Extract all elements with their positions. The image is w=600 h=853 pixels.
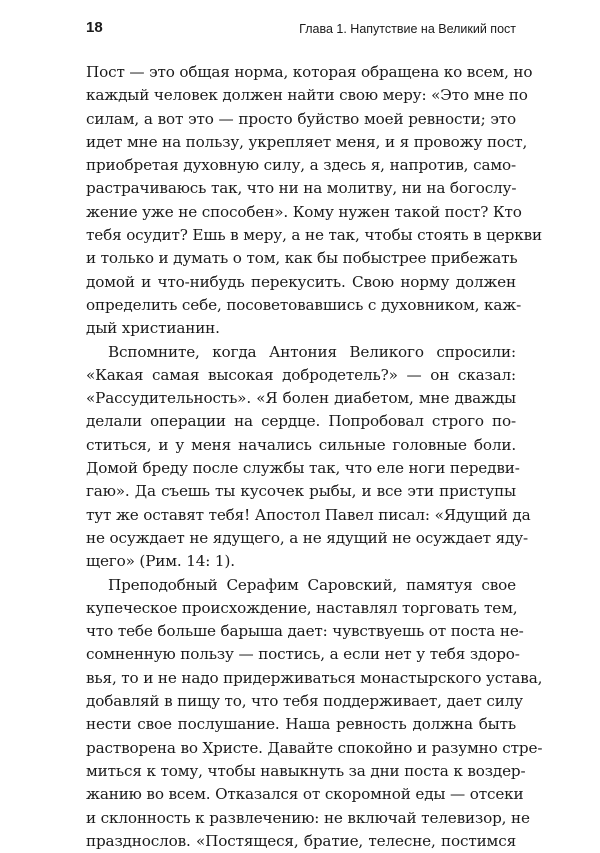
text-line: что тебе больше барыша дает: чувствуешь от поста не- xyxy=(86,622,524,641)
text-line: «Какая самая высокая добродетель?» — он сказал: xyxy=(86,365,516,384)
text-line: празднослов. «Постящеся, братие, телесне, постимся xyxy=(86,831,516,850)
text-line: домой и что-нибудь перекусить. Свою норму должен xyxy=(86,272,516,291)
paragraph xyxy=(86,574,543,853)
text-line: «Рассудительность». «Я болен диабетом, мне дважды xyxy=(86,389,516,408)
text-line: купеческое происхождение, наставлял торговать тем, xyxy=(86,598,518,617)
running-header xyxy=(86,18,516,40)
text-line: жанию во всем. Отказался от скоромной еды — отсеки xyxy=(86,785,524,804)
text-line: и только и думать о том, как бы побыстрее прибежать xyxy=(86,249,518,268)
text-line: Преподобный Серафим Саровский, памятуя свое xyxy=(108,575,516,594)
page-number: 18 xyxy=(86,19,103,36)
text-line: делали операции на сердце. Попробовал строго по- xyxy=(86,412,516,431)
text-line: гаю». Да съешь ты кусочек рыбы, и все эти приступы xyxy=(86,482,516,501)
text-line: Пост — это общая норма, которая обращена ко всем, но xyxy=(86,63,533,81)
text-line: сомненную пользу — постись, а если нет у тебя здоро- xyxy=(86,645,520,664)
text-line: и склонность к развлечению: не включай телевизор, не xyxy=(86,808,530,827)
body-text xyxy=(86,61,543,853)
text-line: тебя осудит? Ешь в меру, а не так, чтобы стоять в церкви xyxy=(86,226,542,245)
text-line: вья, то и не надо придерживаться монастырского устава, xyxy=(86,668,543,687)
text-line: жение уже не способен». Кому нужен такой пост? Кто xyxy=(86,202,522,221)
text-line: каждый человек должен найти свою меру: «Это мне по xyxy=(86,86,528,105)
text-line: дый христианин. xyxy=(86,319,220,338)
text-line: приобретая духовную силу, а здесь я, напротив, само- xyxy=(86,156,516,175)
text-line: растрачиваюсь так, что ни на молитву, ни на богослу- xyxy=(86,179,517,198)
text-line: миться к тому, чтобы навыкнуть за дни поста к воздер- xyxy=(86,761,526,780)
text-line: Домой бреду после службы так, что еле ноги передви- xyxy=(86,459,520,478)
text-line: нести свое послушание. Наша ревность должна быть xyxy=(86,715,516,734)
text-line: идет мне на пользу, укрепляет меня, и я провожу пост, xyxy=(86,132,528,151)
text-line: ститься, и у меня начались сильные головные боли. xyxy=(86,435,516,454)
paragraph xyxy=(86,61,542,341)
text-line: тут же оставят тебя! Апостол Павел писал: «Ядущий да xyxy=(86,505,531,524)
text-line: щего» (Рим. 14: 1). xyxy=(86,552,235,571)
paragraph xyxy=(86,341,531,574)
text-line: Вспомните, когда Антония Великого спросили: xyxy=(108,342,516,361)
text-line: определить себе, посоветовавшись с духовником, каж- xyxy=(86,295,522,314)
chapter-title: Глава 1. Напутствие на Великий пост xyxy=(299,22,516,36)
text-line: силам, а вот это — просто буйство моей ревности; это xyxy=(86,109,516,128)
text-line: не осуждает не ядущего, а не ядущий не осуждает яду- xyxy=(86,528,528,547)
text-line: добавляй в пищу то, что тебя поддерживает, дает силу xyxy=(86,692,523,711)
text-line: растворена во Христе. Давайте спокойно и разумно стре- xyxy=(86,738,543,757)
